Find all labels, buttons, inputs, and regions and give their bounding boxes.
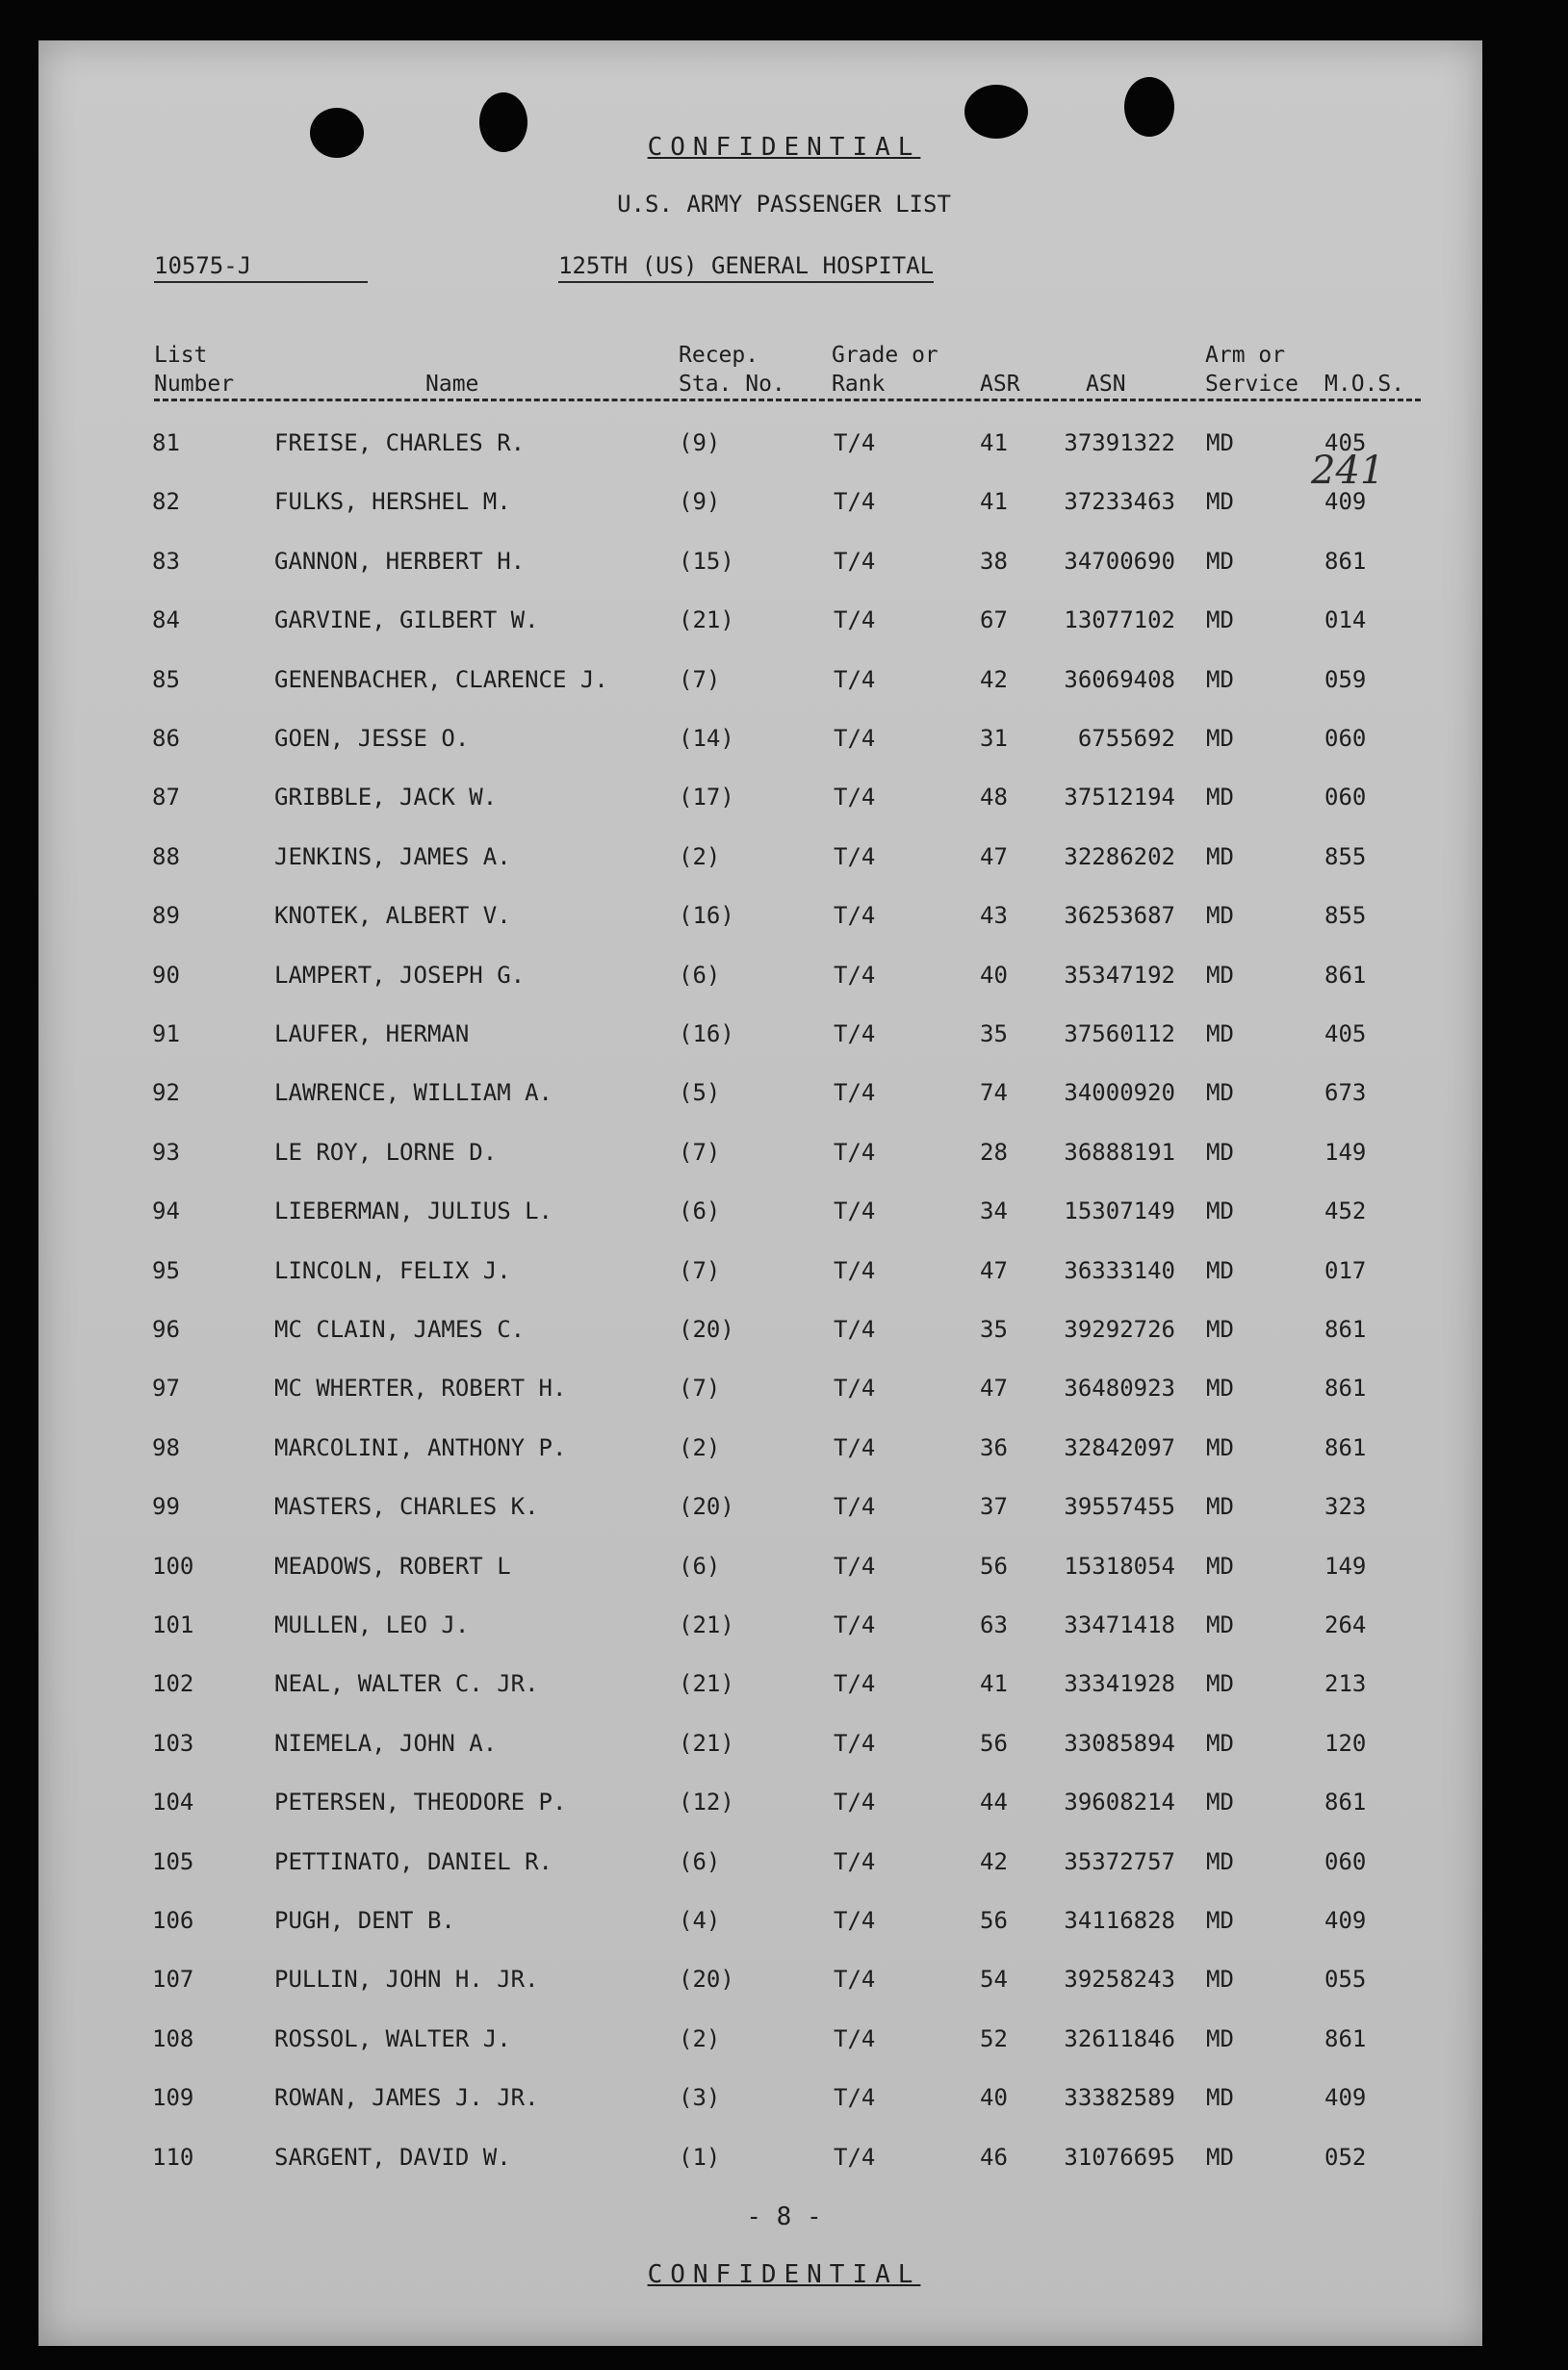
recep-station: (1) — [679, 2143, 721, 2171]
header-rule — [154, 399, 1421, 401]
asn: 13077102 — [1064, 606, 1175, 634]
list-number: 97 — [152, 1375, 180, 1403]
arm-service: MD — [1206, 488, 1234, 516]
asr: 41 — [980, 1670, 1008, 1698]
recep-station: (21) — [679, 1729, 734, 1757]
list-number: 106 — [152, 1907, 194, 1934]
list-number: 103 — [152, 1729, 194, 1757]
arm-service: MD — [1206, 1493, 1234, 1521]
passenger-name: GRIBBLE, JACK W. — [274, 784, 498, 811]
asn: 36069408 — [1064, 665, 1175, 693]
recep-station: (7) — [679, 1256, 721, 1284]
table-row — [0, 1553, 1568, 1591]
mos: 861 — [1324, 1433, 1367, 1461]
header-name: Name — [425, 372, 479, 397]
asr: 38 — [980, 547, 1008, 575]
recep-station: (3) — [679, 2084, 721, 2112]
mos: 673 — [1324, 1079, 1367, 1107]
asr: 28 — [980, 1138, 1008, 1166]
grade: T/4 — [834, 1847, 876, 1875]
recep-station: (7) — [679, 1138, 721, 1166]
header-mos: M.O.S. — [1324, 372, 1405, 397]
asn: 36888191 — [1064, 1138, 1175, 1166]
asr: 35 — [980, 1316, 1008, 1343]
recep-station: (20) — [679, 1316, 734, 1343]
asn: 33085894 — [1064, 1729, 1175, 1757]
asr: 56 — [980, 1552, 1008, 1580]
mos: 060 — [1324, 784, 1367, 811]
mos: 060 — [1324, 1847, 1367, 1875]
recep-station: (16) — [679, 902, 734, 930]
asr: 47 — [980, 1256, 1008, 1284]
list-number: 95 — [152, 1256, 180, 1284]
table-row — [0, 1789, 1568, 1827]
list-number: 90 — [152, 961, 180, 989]
arm-service: MD — [1206, 2084, 1234, 2112]
mos: 409 — [1324, 1907, 1367, 1934]
asn: 32842097 — [1064, 1433, 1175, 1461]
mos: 405 — [1324, 429, 1367, 456]
passenger-name: LAWRENCE, WILLIAM A. — [274, 1079, 553, 1107]
table-row — [0, 1730, 1568, 1768]
passenger-name: GARVINE, GILBERT W. — [274, 606, 539, 634]
list-number: 82 — [152, 488, 180, 516]
recep-station: (15) — [679, 547, 734, 575]
passenger-name: LINCOLN, FELIX J. — [274, 1256, 511, 1284]
arm-service: MD — [1206, 2143, 1234, 2171]
grade: T/4 — [834, 1375, 876, 1403]
mos: 861 — [1324, 961, 1367, 989]
list-number: 84 — [152, 606, 180, 634]
asn: 15318054 — [1064, 1552, 1175, 1580]
recep-station: (2) — [679, 1433, 721, 1461]
mos: 861 — [1324, 1316, 1367, 1343]
arm-service: MD — [1206, 902, 1234, 930]
header-arm-service: Arm or Service — [1205, 343, 1298, 397]
mos: 149 — [1324, 1138, 1367, 1166]
asr: 48 — [980, 784, 1008, 811]
table-row — [0, 962, 1568, 1000]
recep-station: (6) — [679, 1552, 721, 1580]
header-recep-sta: Recep. Sta. No. — [679, 343, 785, 397]
mos: 861 — [1324, 1789, 1367, 1816]
grade: T/4 — [834, 1079, 876, 1107]
list-number: 86 — [152, 725, 180, 752]
asr: 74 — [980, 1079, 1008, 1107]
asr: 34 — [980, 1198, 1008, 1225]
passenger-name: ROSSOL, WALTER J. — [274, 2024, 511, 2052]
grade: T/4 — [834, 902, 876, 930]
asr: 54 — [980, 1966, 1008, 1994]
grade: T/4 — [834, 1256, 876, 1284]
punch-hole — [964, 85, 1028, 139]
passenger-name: SARGENT, DAVID W. — [274, 2143, 511, 2171]
grade: T/4 — [834, 488, 876, 516]
passenger-name: FULKS, HERSHEL M. — [274, 488, 511, 516]
list-number: 83 — [152, 547, 180, 575]
header-asr: ASR — [980, 372, 1020, 397]
list-number: 110 — [152, 2143, 194, 2171]
grade: T/4 — [834, 725, 876, 752]
grade: T/4 — [834, 1611, 876, 1638]
grade: T/4 — [834, 1670, 876, 1698]
table-row — [0, 606, 1568, 645]
asn: 33341928 — [1064, 1670, 1175, 1698]
arm-service: MD — [1206, 1611, 1234, 1638]
recep-station: (21) — [679, 606, 734, 634]
grade: T/4 — [834, 429, 876, 456]
mos: 855 — [1324, 842, 1367, 870]
list-number: 81 — [152, 429, 180, 456]
mos: 059 — [1324, 665, 1367, 693]
asr: 47 — [980, 1375, 1008, 1403]
grade: T/4 — [834, 547, 876, 575]
header-list-number: List Number — [154, 343, 235, 397]
asn: 37391322 — [1064, 429, 1175, 456]
recep-station: (4) — [679, 1907, 721, 1934]
asn: 34700690 — [1064, 547, 1175, 575]
grade: T/4 — [834, 961, 876, 989]
asr: 37 — [980, 1493, 1008, 1521]
passenger-name: ROWAN, JAMES J. JR. — [274, 2084, 539, 2112]
document-number: 10575-J — [154, 252, 368, 283]
recep-station: (21) — [679, 1670, 734, 1698]
recep-station: (12) — [679, 1789, 734, 1816]
asn: 15307149 — [1064, 1198, 1175, 1225]
mos: 409 — [1324, 2084, 1367, 2112]
punch-hole — [1124, 77, 1174, 137]
classification-footer: CONFIDENTIAL — [647, 2260, 921, 2289]
mos: 120 — [1324, 1729, 1367, 1757]
list-number: 89 — [152, 902, 180, 930]
asn: 37512194 — [1064, 784, 1175, 811]
grade: T/4 — [834, 784, 876, 811]
page-number: - 8 - — [746, 2203, 822, 2231]
arm-service: MD — [1206, 725, 1234, 752]
mos: 060 — [1324, 725, 1367, 752]
recep-station: (6) — [679, 1847, 721, 1875]
passenger-name: MC CLAIN, JAMES C. — [274, 1316, 526, 1343]
asr: 41 — [980, 488, 1008, 516]
arm-service: MD — [1206, 2024, 1234, 2052]
list-number: 93 — [152, 1138, 180, 1166]
asr: 46 — [980, 2143, 1008, 2171]
list-number: 105 — [152, 1847, 194, 1875]
table-row — [0, 1198, 1568, 1236]
mos: 052 — [1324, 2143, 1367, 2171]
grade: T/4 — [834, 842, 876, 870]
arm-service: MD — [1206, 606, 1234, 634]
arm-service: MD — [1206, 842, 1234, 870]
mos: 855 — [1324, 902, 1367, 930]
asn: 6755692 — [1077, 725, 1175, 752]
grade: T/4 — [834, 1493, 876, 1521]
asn: 35347192 — [1064, 961, 1175, 989]
passenger-name: MASTERS, CHARLES K. — [274, 1493, 539, 1521]
mos: 264 — [1324, 1611, 1367, 1638]
passenger-name: GOEN, JESSE O. — [274, 725, 470, 752]
grade: T/4 — [834, 606, 876, 634]
passenger-name: LE ROY, LORNE D. — [274, 1138, 498, 1166]
grade: T/4 — [834, 1907, 876, 1934]
recep-station: (20) — [679, 1493, 734, 1521]
grade: T/4 — [834, 1789, 876, 1816]
mos: 409 — [1324, 488, 1367, 516]
table-row — [0, 429, 1568, 468]
passenger-name: PUGH, DENT B. — [274, 1907, 455, 1934]
list-number: 85 — [152, 665, 180, 693]
asn: 31076695 — [1064, 2143, 1175, 2171]
asn: 35372757 — [1064, 1847, 1175, 1875]
recep-station: (20) — [679, 1966, 734, 1994]
asn: 37560112 — [1064, 1020, 1175, 1047]
table-row — [0, 902, 1568, 940]
list-number: 98 — [152, 1433, 180, 1461]
list-number: 108 — [152, 2024, 194, 2052]
list-number: 109 — [152, 2084, 194, 2112]
passenger-name: MEADOWS, ROBERT L — [274, 1552, 511, 1580]
arm-service: MD — [1206, 1375, 1234, 1403]
asn: 32611846 — [1064, 2024, 1175, 2052]
recep-station: (14) — [679, 725, 734, 752]
grade: T/4 — [834, 1020, 876, 1047]
passenger-name: PETERSEN, THEODORE P. — [274, 1789, 567, 1816]
asr: 40 — [980, 2084, 1008, 2112]
mos: 055 — [1324, 1966, 1367, 1994]
table-row — [0, 488, 1568, 527]
table-row — [0, 2084, 1568, 2123]
passenger-name: MULLEN, LEO J. — [274, 1611, 470, 1638]
asn: 39292726 — [1064, 1316, 1175, 1343]
header-asn: ASN — [1086, 372, 1126, 397]
asn: 36253687 — [1064, 902, 1175, 930]
table-row — [0, 666, 1568, 705]
passenger-name: PETTINATO, DANIEL R. — [274, 1847, 553, 1875]
asn: 32286202 — [1064, 842, 1175, 870]
table-row — [0, 1257, 1568, 1296]
recep-station: (17) — [679, 784, 734, 811]
table-row — [0, 1493, 1568, 1532]
mos: 017 — [1324, 1256, 1367, 1284]
table-row — [0, 2025, 1568, 2064]
arm-service: MD — [1206, 1198, 1234, 1225]
list-number: 87 — [152, 784, 180, 811]
arm-service: MD — [1206, 1316, 1234, 1343]
recep-station: (6) — [679, 961, 721, 989]
list-number: 104 — [152, 1789, 194, 1816]
mos: 405 — [1324, 1020, 1367, 1047]
mos: 452 — [1324, 1198, 1367, 1225]
mos: 014 — [1324, 606, 1367, 634]
grade: T/4 — [834, 2024, 876, 2052]
asn: 34000920 — [1064, 1079, 1175, 1107]
recep-station: (2) — [679, 842, 721, 870]
grade: T/4 — [834, 1552, 876, 1580]
passenger-name: JENKINS, JAMES A. — [274, 842, 511, 870]
list-number: 91 — [152, 1020, 180, 1047]
table-row — [0, 1020, 1568, 1059]
list-number: 101 — [152, 1611, 194, 1638]
passenger-name: KNOTEK, ALBERT V. — [274, 902, 511, 930]
table-row — [0, 1375, 1568, 1413]
grade: T/4 — [834, 2084, 876, 2112]
grade: T/4 — [834, 1198, 876, 1225]
asn: 39557455 — [1064, 1493, 1175, 1521]
asr: 47 — [980, 842, 1008, 870]
asr: 44 — [980, 1789, 1008, 1816]
arm-service: MD — [1206, 429, 1234, 456]
arm-service: MD — [1206, 1256, 1234, 1284]
mos: 861 — [1324, 547, 1367, 575]
grade: T/4 — [834, 1729, 876, 1757]
arm-service: MD — [1206, 1552, 1234, 1580]
table-row — [0, 1670, 1568, 1709]
arm-service: MD — [1206, 1020, 1234, 1047]
handwritten-number: 241 — [1311, 449, 1385, 493]
asn: 39608214 — [1064, 1789, 1175, 1816]
arm-service: MD — [1206, 547, 1234, 575]
asn: 37233463 — [1064, 488, 1175, 516]
asr: 31 — [980, 725, 1008, 752]
arm-service: MD — [1206, 1433, 1234, 1461]
mos: 861 — [1324, 2024, 1367, 2052]
list-number: 100 — [152, 1552, 194, 1580]
asr: 56 — [980, 1907, 1008, 1934]
list-number: 96 — [152, 1316, 180, 1343]
arm-service: MD — [1206, 665, 1234, 693]
recep-station: (9) — [679, 488, 721, 516]
recep-station: (2) — [679, 2024, 721, 2052]
asr: 42 — [980, 665, 1008, 693]
asr: 56 — [980, 1729, 1008, 1757]
list-number: 88 — [152, 842, 180, 870]
asr: 41 — [980, 429, 1008, 456]
table-row — [0, 2144, 1568, 2182]
table-row — [0, 1966, 1568, 2004]
classification-header: CONFIDENTIAL — [647, 133, 921, 162]
passenger-name: GANNON, HERBERT H. — [274, 547, 526, 575]
asr: 40 — [980, 961, 1008, 989]
asr: 35 — [980, 1020, 1008, 1047]
passenger-name: FREISE, CHARLES R. — [274, 429, 526, 456]
grade: T/4 — [834, 1316, 876, 1343]
header-grade: Grade or Rank — [832, 343, 938, 397]
table-row — [0, 1316, 1568, 1354]
recep-station: (6) — [679, 1198, 721, 1225]
arm-service: MD — [1206, 1729, 1234, 1757]
table-row — [0, 1848, 1568, 1887]
recep-station: (7) — [679, 665, 721, 693]
unit-name: 125TH (US) GENERAL HOSPITAL — [558, 252, 934, 283]
list-number: 92 — [152, 1079, 180, 1107]
table-row — [0, 1139, 1568, 1177]
document-title: U.S. ARMY PASSENGER LIST — [617, 191, 951, 218]
arm-service: MD — [1206, 1670, 1234, 1698]
passenger-name: MC WHERTER, ROBERT H. — [274, 1375, 567, 1403]
arm-service: MD — [1206, 1847, 1234, 1875]
mos: 149 — [1324, 1552, 1367, 1580]
list-number: 102 — [152, 1670, 194, 1698]
passenger-name: NEAL, WALTER C. JR. — [274, 1670, 539, 1698]
arm-service: MD — [1206, 1966, 1234, 1994]
list-number: 94 — [152, 1198, 180, 1225]
table-row — [0, 548, 1568, 586]
asn: 33471418 — [1064, 1611, 1175, 1638]
table-row — [0, 784, 1568, 822]
arm-service: MD — [1206, 1907, 1234, 1934]
grade: T/4 — [834, 665, 876, 693]
asn: 33382589 — [1064, 2084, 1175, 2112]
asr: 63 — [980, 1611, 1008, 1638]
grade: T/4 — [834, 1966, 876, 1994]
table-row — [0, 725, 1568, 763]
mos: 213 — [1324, 1670, 1367, 1698]
recep-station: (5) — [679, 1079, 721, 1107]
arm-service: MD — [1206, 1789, 1234, 1816]
table-row — [0, 1434, 1568, 1473]
recep-station: (9) — [679, 429, 721, 456]
passenger-name: MARCOLINI, ANTHONY P. — [274, 1433, 567, 1461]
grade: T/4 — [834, 2143, 876, 2171]
table-row — [0, 1079, 1568, 1118]
asr: 43 — [980, 902, 1008, 930]
arm-service: MD — [1206, 1079, 1234, 1107]
table-row — [0, 1907, 1568, 1945]
asn: 36333140 — [1064, 1256, 1175, 1284]
passenger-name: PULLIN, JOHN H. JR. — [274, 1966, 539, 1994]
asr: 42 — [980, 1847, 1008, 1875]
arm-service: MD — [1206, 961, 1234, 989]
table-row — [0, 1611, 1568, 1650]
asr: 67 — [980, 606, 1008, 634]
asr: 36 — [980, 1433, 1008, 1461]
passenger-name: LIEBERMAN, JULIUS L. — [274, 1198, 553, 1225]
passenger-name: NIEMELA, JOHN A. — [274, 1729, 498, 1757]
list-number: 99 — [152, 1493, 180, 1521]
mos: 323 — [1324, 1493, 1367, 1521]
grade: T/4 — [834, 1433, 876, 1461]
asr: 52 — [980, 2024, 1008, 2052]
list-number: 107 — [152, 1966, 194, 1994]
arm-service: MD — [1206, 784, 1234, 811]
grade: T/4 — [834, 1138, 876, 1166]
asn: 34116828 — [1064, 1907, 1175, 1934]
asn: 36480923 — [1064, 1375, 1175, 1403]
recep-station: (21) — [679, 1611, 734, 1638]
passenger-name: LAMPERT, JOSEPH G. — [274, 961, 526, 989]
passenger-name: LAUFER, HERMAN — [274, 1020, 470, 1047]
recep-station: (7) — [679, 1375, 721, 1403]
table-row — [0, 843, 1568, 882]
mos: 861 — [1324, 1375, 1367, 1403]
recep-station: (16) — [679, 1020, 734, 1047]
arm-service: MD — [1206, 1138, 1234, 1166]
asn: 39258243 — [1064, 1966, 1175, 1994]
passenger-name: GENENBACHER, CLARENCE J. — [274, 665, 608, 693]
